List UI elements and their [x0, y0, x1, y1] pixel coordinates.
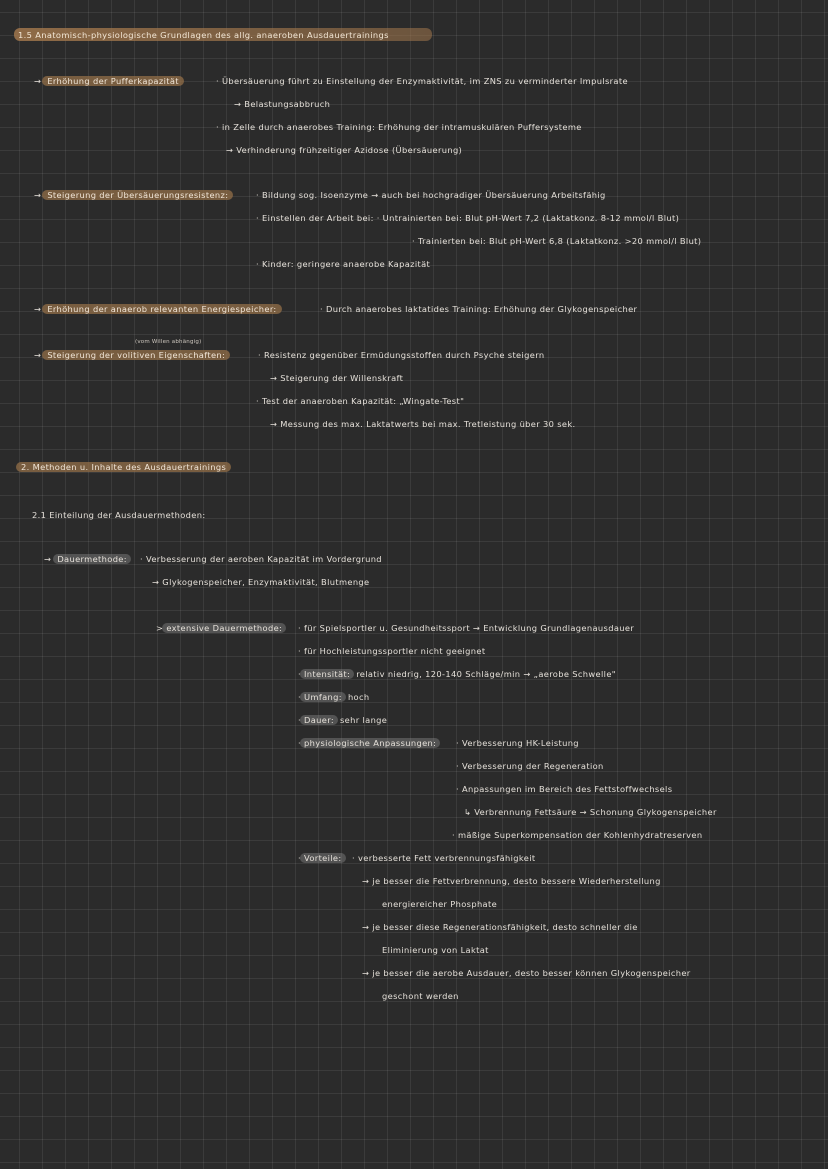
text-line: → je besser die aerobe Ausdauer, desto besser können Glykogenspeicher: [362, 968, 691, 978]
text-line: → Steigerung der Willenskraft: [270, 373, 404, 383]
text-line: → Glykogenspeicher, Enzymaktivität, Blutmenge: [152, 577, 370, 587]
arrow-right-icon: →: [34, 304, 42, 314]
text-line: → Messung des max. Laktatwerts bei max. Tretleistung über 30 sek.: [270, 419, 576, 429]
dauermethode-label: Dauermethode:: [53, 554, 131, 564]
text-line: energiereicher Phosphate: [382, 899, 498, 909]
text-line: → Belastungsabbruch: [234, 99, 331, 109]
section-volitive-eigenschaften: [34, 349, 228, 361]
section-label: Steigerung der Übersäuerungsresistenz:: [42, 190, 233, 200]
dauer-line: · Dauer: sehr lange: [298, 715, 388, 725]
phys-line: · physiologische Anpassungen:: [298, 737, 439, 749]
heading-einteilung: 2.1 Einteilung der Ausdauermethoden:: [32, 510, 206, 520]
section-label: Steigerung der volitiven Eigenschaften:: [42, 350, 230, 360]
section-uebersaeuerungsresistenz: [34, 189, 231, 201]
umfang-text: hoch: [347, 692, 370, 702]
text-line: · für Spielsportler u. Gesundheitssport → Entwicklung Grundlagenausdauer: [298, 623, 635, 633]
phys-label: physiologische Anpassungen:: [300, 738, 440, 748]
text-line: geschont werden: [382, 991, 459, 1001]
text-line: · Verbesserung der aeroben Kapazität im Vordergrund: [140, 554, 382, 564]
heading-label: 2. Methoden u. Inhalte des Ausdauertrainings: [16, 462, 231, 472]
text-line: Eliminierung von Laktat: [382, 945, 489, 955]
text-line: · Test der anaeroben Kapazität: „Wingate-Test": [256, 396, 465, 406]
umfang-line: · Umfang: hoch: [298, 692, 370, 702]
section-label: Erhöhung der Pufferkapazität: [42, 76, 184, 86]
intensitaet-label: Intensität:: [300, 669, 354, 679]
text-line: · mäßige Superkompensation der Kohlenhydratreserven: [452, 830, 703, 840]
arrow-right-icon: →: [44, 554, 52, 564]
text-line: → je besser die Fettverbrennung, desto bessere Wiederherstellung: [362, 876, 661, 886]
text-line: · Übersäuerung führt zu Einstellung der Enzymaktivität, im ZNS zu verminderter Impulsrate: [216, 76, 628, 86]
text-line: · Einstellen der Arbeit bei: · Untrainierten bei: Blut pH-Wert 7,2 (Laktatkonz. 8-12 mmol/l Blut): [256, 213, 680, 223]
section-label: Erhöhung der anaerob relevanten Energiespeicher:: [42, 304, 281, 314]
dauer-label: Dauer:: [300, 715, 338, 725]
text-line: · Verbesserung HK-Leistung: [456, 738, 579, 748]
arrow-right-icon: →: [34, 76, 42, 86]
text-line: · in Zelle durch anaerobes Training: Erhöhung der intramuskulären Puffersysteme: [216, 122, 582, 132]
heading-methoden: [18, 461, 229, 473]
section-pufferkapazitaet: [34, 75, 182, 87]
intensitaet-line: · Intensität: relativ niedrig, 120-140 Schläge/min → „aerobe Schwelle": [298, 669, 616, 679]
text-line: · Anpassungen im Bereich des Fettstoffwechsels: [456, 784, 673, 794]
text-line: · Trainierten bei: Blut pH-Wert 6,8 (Laktatkonz. >20 mmol/l Blut): [412, 236, 702, 246]
umfang-label: Umfang:: [300, 692, 346, 702]
intensitaet-text: relativ niedrig, 120-140 Schläge/min → „aerobe Schwelle": [356, 669, 616, 679]
text-line: · Verbesserung der Regeneration: [456, 761, 604, 771]
extensive-dauermethode: [156, 622, 285, 634]
vorteile-line: · Vorteile:: [298, 852, 345, 864]
text-line: · Kinder: geringere anaerobe Kapazität: [256, 259, 431, 269]
annotation-note: (vom Willen abhängig): [135, 339, 202, 345]
text-line: · verbesserte Fett verbrennungsfähigkeit: [352, 853, 536, 863]
dauermethode: [44, 553, 130, 565]
text-line: · Bildung sog. Isoenzyme → auch bei hochgradiger Übersäuerung Arbeitsfähig: [256, 190, 606, 200]
arrow-right-icon: →: [34, 350, 42, 360]
extensive-label: extensive Dauermethode:: [162, 623, 286, 633]
arrow-right-icon: →: [34, 190, 42, 200]
text-line: → Verhinderung frühzeitiger Azidose (Übersäuerung): [226, 145, 463, 155]
page-title: 1.5 Anatomisch-physiologische Grundlagen des allg. anaeroben Ausdauertrainings: [18, 30, 389, 40]
vorteile-label: Vorteile:: [300, 853, 346, 863]
section-energiespeicher: [34, 303, 280, 315]
dauer-text: sehr lange: [340, 715, 388, 725]
text-line: ↳ Verbrennung Fettsäure → Schonung Glykogenspeicher: [464, 807, 717, 817]
text-line: · Resistenz gegenüber Ermüdungsstoffen durch Psyche steigern: [258, 350, 545, 360]
text-line: · für Hochleistungssportler nicht geeignet: [298, 646, 486, 656]
text-line: · Durch anaerobes laktatides Training: Erhöhung der Glykogenspeicher: [320, 304, 638, 314]
chevron-right-icon: >: [156, 623, 164, 633]
text-line: → je besser diese Regenerationsfähigkeit, desto schneller die: [362, 922, 638, 932]
